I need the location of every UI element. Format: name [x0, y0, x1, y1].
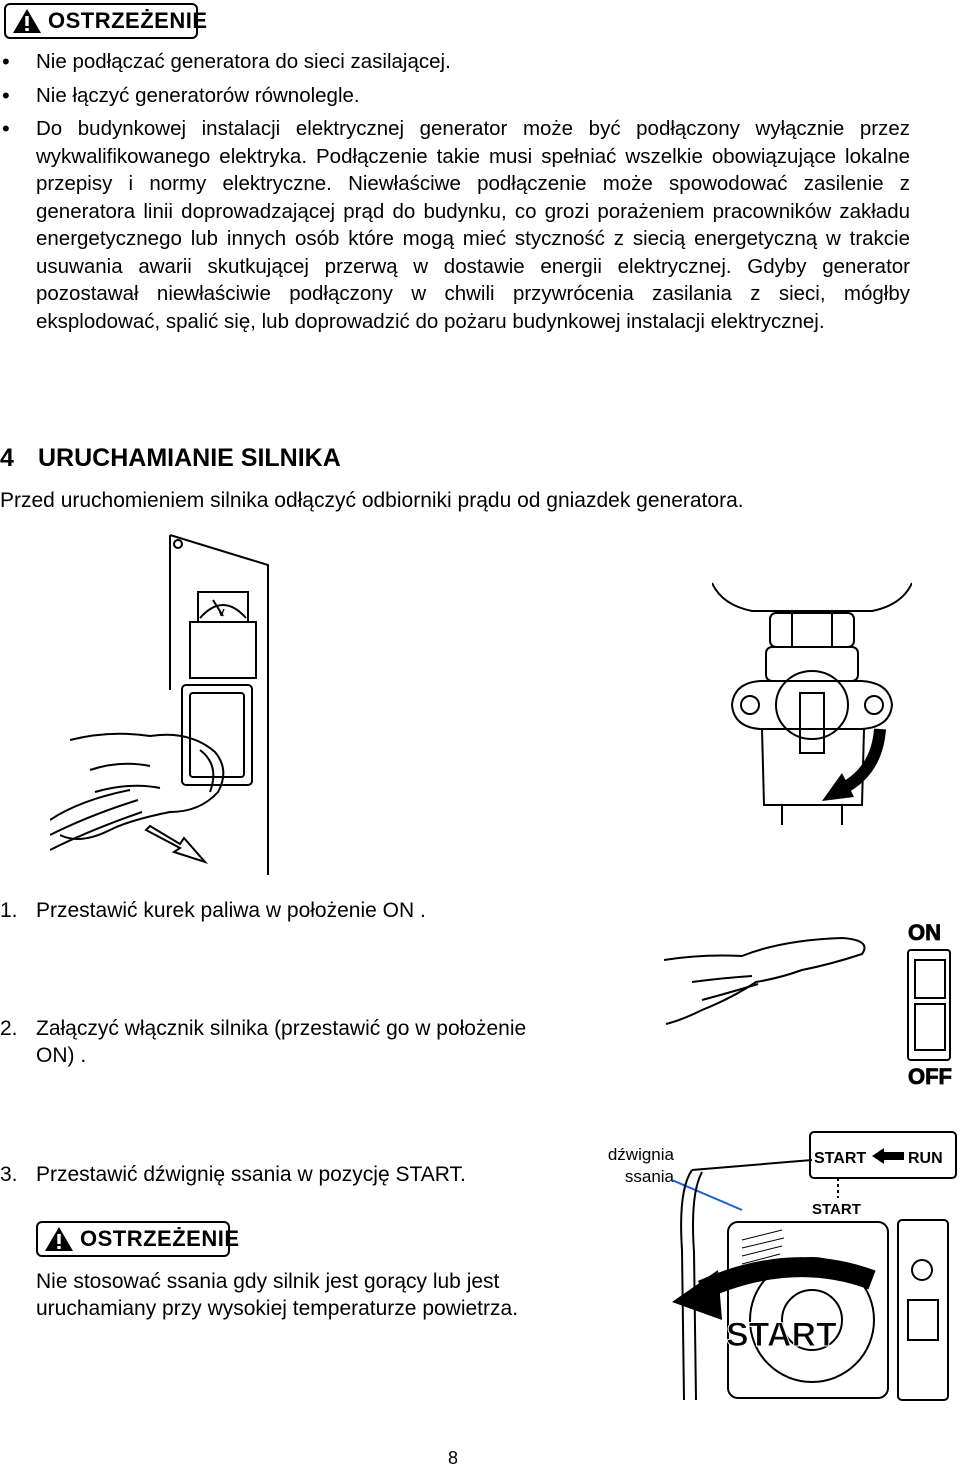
- step-text-line1: Załączyć włącznik silnika (przestawić go w położenie: [36, 1017, 527, 1040]
- warning-triangle-icon: [44, 1226, 74, 1252]
- warning-badge-top: [4, 3, 208, 39]
- step-text-line2: ON) .: [36, 1044, 87, 1067]
- warning-bullet-list: [0, 48, 910, 341]
- section-heading: [0, 444, 341, 473]
- warning-title: OSTRZEŻENIE: [48, 8, 208, 33]
- fuel-valve-illustration: [712, 575, 912, 825]
- page-number: 8: [447, 1448, 458, 1468]
- unplug-illustration: [50, 530, 290, 880]
- switch-on-label: ON: [908, 920, 941, 945]
- section-number: 4: [0, 444, 14, 472]
- warning-badge-bottom: [36, 1221, 240, 1257]
- bullet-item: • Nie łączyć generatorów równolegle.: [0, 82, 910, 110]
- step-number: 1.: [0, 899, 18, 922]
- meter-label: V: [218, 608, 225, 619]
- step-text: Przestawić dźwignię ssania w pozycję START.: [36, 1163, 466, 1186]
- choke-label-line2: ssania: [624, 1167, 674, 1186]
- choke-label-line1: dźwignia: [607, 1145, 674, 1164]
- step-text: Przestawić kurek paliwa w położenie ON .: [36, 899, 426, 922]
- warning-note-line2: uruchamiany przy wysokiej temperaturze powietrza.: [36, 1297, 519, 1320]
- step-3: [0, 1161, 466, 1188]
- intro-text: Przed uruchomieniem silnika odłączyć odbiorniki prądu od gniazdek generatora.: [0, 489, 744, 512]
- section-title: URUCHAMIANIE SILNIKA: [38, 444, 341, 472]
- step-2: [0, 1015, 526, 1069]
- warning-note-line1: Nie stosować ssania gdy silnik jest gorący lub jest: [36, 1270, 500, 1293]
- bullet-item: • Do budynkowej instalacji elektrycznej generator może być podłączony wyłącznie przez wykwalifikowanego elektryka. Podłączenie takie musi spełniać wszelkie obowiązujące lokalne przepisy i normy elektryczne. Niewłaściwe podłączenie może spowodować zasilenie z generatora linii doprowadzającej prąd do budynku, co grozi porażeniem pracowników zakładu energetycznego lub innych osób które mogą mieć styczność z siecią energetyczną w trakcie usuwania awarii skutkującej przerwą w dostawie energii elektrycznej. Gdyby generator pozostawał niewłaściwie podłączony w chwili przywrócenia zasilania z sieci, mógłby eksplodować, spalić się, lub doprowadzić do pożaru budynkowej instalacji elektrycznej.: [0, 115, 910, 335]
- switch-off-label: OFF: [908, 1064, 952, 1089]
- step-number: 2.: [0, 1017, 18, 1040]
- sign-sub-text: START: [812, 1201, 861, 1218]
- warning-triangle-icon: [12, 8, 42, 34]
- sign-run-text: RUN: [908, 1150, 943, 1167]
- step-1: [0, 897, 426, 924]
- bullet-item: • Nie podłączać generatora do sieci zasilającej.: [0, 48, 910, 76]
- sign-start-text: START: [814, 1150, 867, 1167]
- choke-illustration: [672, 1130, 960, 1410]
- step-number: 3.: [0, 1163, 18, 1186]
- big-start-text: START: [726, 1316, 837, 1354]
- engine-switch-illustration: [662, 920, 960, 1095]
- warning-note: [36, 1268, 518, 1322]
- choke-lever-label: [590, 1144, 674, 1188]
- warning-title: OSTRZEŻENIE: [80, 1226, 240, 1251]
